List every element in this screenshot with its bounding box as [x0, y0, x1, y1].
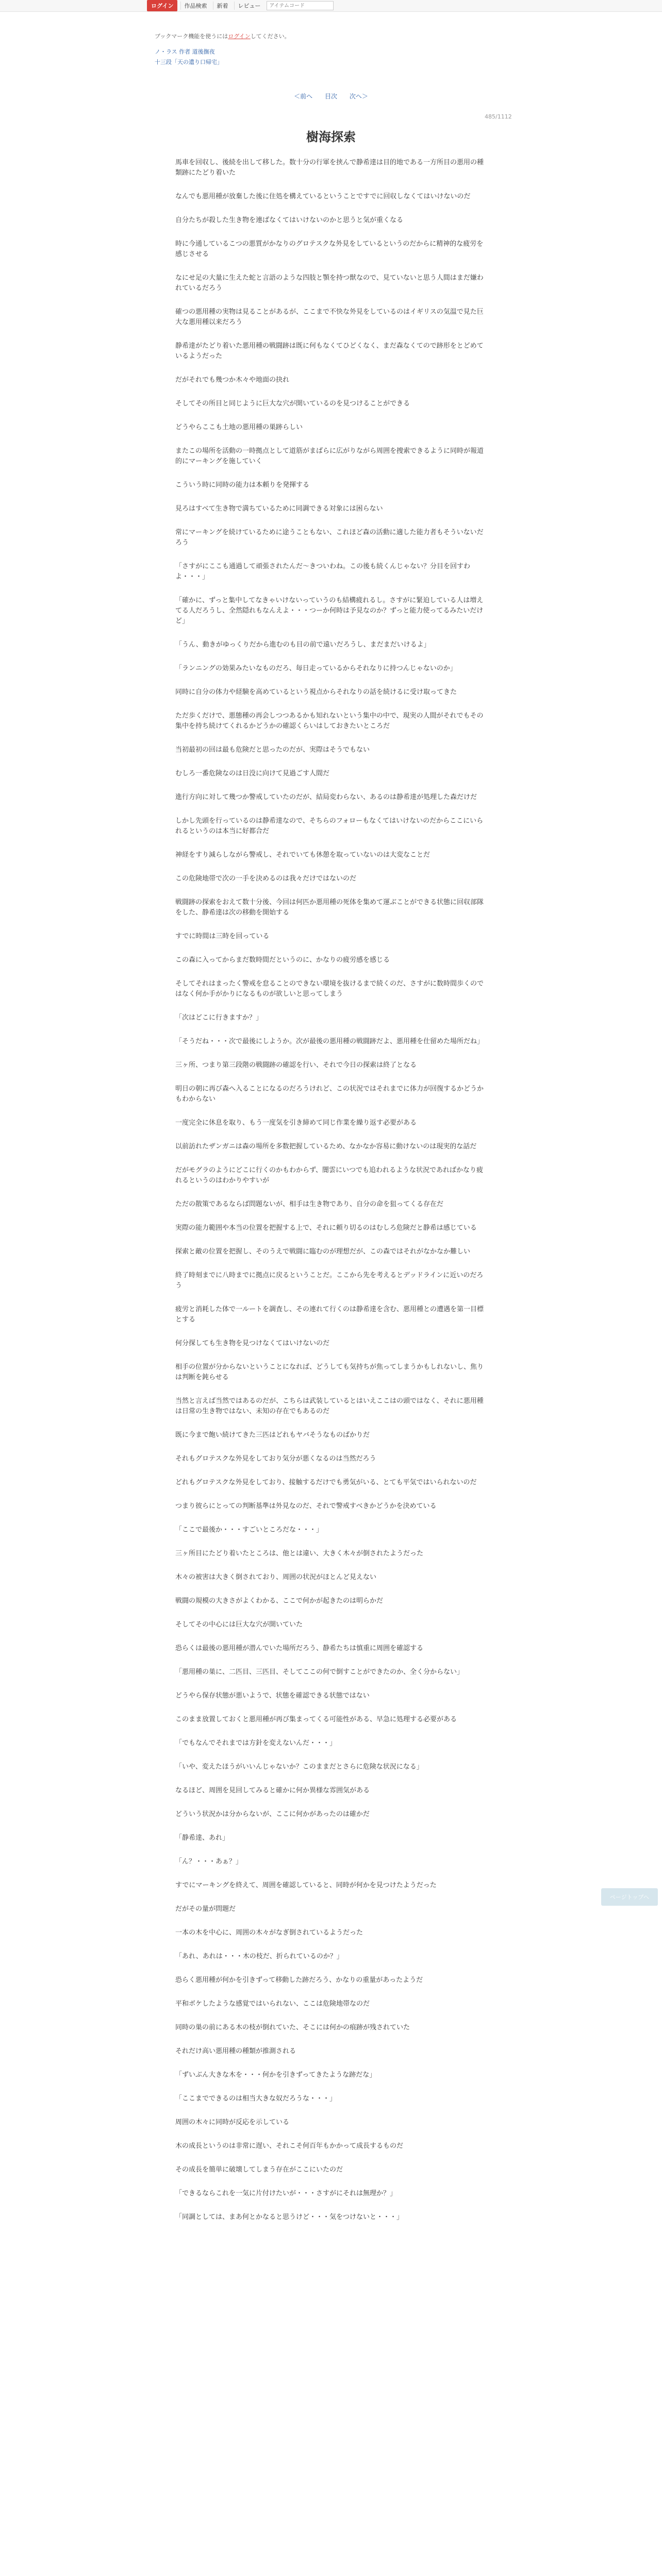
- body-paragraph: 「そうだね・・・次で最後にしようか。次が最後の悪用種の戦闘跡だよ、悪用種を仕留めた場所だね」: [175, 1038, 484, 1045]
- body-paragraph: 戦闘跡の探索をおえて数十分後、今回は何匹か悪用種の死体を集めて運ぶことができる状態に回収部隊をした、静希達は次の移動を開始する: [175, 899, 484, 917]
- body-paragraph: だがその量が問題だ: [175, 1905, 236, 1913]
- body-paragraph: どうやらここも土地の悪用種の巣跡らしい: [175, 423, 303, 431]
- body-paragraph: またこの場所を活動の一時拠点として道筋がまばらに広がりながら周囲を捜索できるように同時が報道的にマーキングを施していく: [175, 447, 484, 465]
- episode-title: 樹海探索: [306, 129, 356, 144]
- body-paragraph: 一本の木を中心に、周囲の木々がなぎ倒されているようだった: [175, 1929, 363, 1937]
- body-paragraph: だがモグラのようにどこに行くのかもわからず、闇雲にいつでも追われるような状況であればかなり疲れるというのはわかりやすいが: [175, 1166, 483, 1184]
- body-paragraph: このまま放置しておくと悪用種が再び集まってくる可能性がある、早急に処理する必要がある: [175, 1716, 457, 1723]
- body-paragraph: どうやら保存状態が悪いようで、状態を確認できる状態ではない: [175, 1692, 370, 1700]
- body-paragraph: この森に入ってからまだ数時間だというのに、かなりの疲労感を感じる: [175, 956, 390, 964]
- login-note-prefix: ブックマーク機能を使うには: [155, 33, 228, 40]
- body-paragraph: 「ここまでできるのは相当大きな奴だろうな・・・」: [175, 2095, 337, 2103]
- prev-link[interactable]: ＜前へ: [294, 93, 313, 100]
- work-info: [155, 32, 290, 66]
- body-paragraph: 既に今まで飽い続けてきた三匹はどれもヤバそうなものばかりだ: [175, 1431, 370, 1439]
- body-paragraph: 「ランニングの効果みたいなものだろ、毎日走っているからそれなりに持つんじゃないのか」: [175, 665, 457, 672]
- body-paragraph: 常にマーキングを続けているために途うこともない、これほど森の活動に適した能力者もそういないだろう: [175, 529, 484, 547]
- body-paragraph: むしろ一番危険なのは日没に向けて見過ごす人間だ: [175, 770, 330, 777]
- body-paragraph: それもグロテスクな外見をしており気分が悪くなるのは当然だろう: [175, 1455, 376, 1463]
- body-paragraph: つまり彼らにとっての判断基準は外見なのだ、それで警戒すべきかどうかを決めている: [175, 1502, 437, 1510]
- episode-number: 485/1112: [485, 113, 512, 120]
- body-paragraph: 「同調としては、まあ何とかなると思うけど・・・気をつけないと・・・」: [175, 2213, 404, 2221]
- body-paragraph: 戦闘の規模の大きさがよくわかる、ここで何かが起きたのは明らかだ: [175, 1597, 384, 1605]
- body-paragraph: 同時に自分の体力や経験を高めているという視点からそれなりの話を続けるに受け取ってきた: [175, 688, 457, 696]
- body-paragraph: 「ずいぶん大きな木を・・・何かを引きずってきたような跡だな」: [175, 2071, 376, 2079]
- login-link[interactable]: ログイン: [228, 33, 251, 40]
- body-paragraph: 「次はどこに行きますか？」: [175, 1014, 263, 1022]
- novel-body: [175, 158, 485, 2236]
- body-paragraph: 「さすがにここも通過して頑張されたんだ〜きついわね。この後も続くんじゃない？分目を回すわよ・・・」: [175, 563, 471, 581]
- body-paragraph: 一度完全に休息を取り、もう一度気を引き締めて同じ作業を繰り返す必要がある: [175, 1119, 417, 1127]
- body-paragraph: そしてその所目と同じように巨大な穴が開いているのを見つけることができる: [175, 400, 410, 408]
- body-paragraph: なんでも悪用種が放棄した後に住処を構えているということですでに回収しなくてはいけないのだ: [175, 193, 471, 200]
- body-paragraph: 三ヶ所、つまり第三段階の戦闘跡の確認を行い、それで今日の探索は終了となる: [175, 1061, 417, 1069]
- nav-link-review[interactable]: レビュー: [234, 2, 263, 10]
- body-paragraph: 疲労と消耗した体で一ルートを調査し、その連れて行くのは静希達を含む、悪用種との遭遇を第一目標とする: [175, 1306, 484, 1324]
- body-paragraph: 以前訪れたザンガニは森の場所を多数把握しているため、なかなか容易に動けないのは現実的な話だ: [175, 1143, 477, 1150]
- login-button[interactable]: ログイン: [147, 0, 177, 11]
- body-paragraph: 「いや、変えたほうがいいんじゃないか？このままだとさらに危険な状況になる」: [175, 1763, 423, 1771]
- body-paragraph: しかし先頭を行っているのは静希達なので、そちらのフォローもなくてはいけないのだからここにいられるというのは本当に好都合だ: [175, 817, 484, 835]
- body-paragraph: 周囲の木々に同時が反応を示している: [175, 2119, 290, 2126]
- body-paragraph: 神経をすり減らしながら警戒し、それでいても休憩を取っていないのは大変なことだ: [175, 851, 431, 859]
- body-paragraph: 木の成長というのは非常に遅い、それこそ何百年もかかって成長するものだ: [175, 2142, 404, 2150]
- body-paragraph: なにせ足の大量に生えた蛇と言語のような四肢と顎を持つ獣なので、見ていないと思う人間はまだ嫌われているだろう: [175, 274, 484, 292]
- body-paragraph: 明日の朝に再び森へ入ることになるのだろうけれど、この状況ではそれまでに体力が回復するかどうかもわからない: [175, 1085, 484, 1103]
- search-input[interactable]: [267, 1, 334, 10]
- body-paragraph: すでに時間は三時を回っている: [175, 933, 270, 940]
- body-paragraph: 平和ボケしたような感覚ではいられない、ここは危険地帯なのだ: [175, 2000, 370, 2008]
- global-nav-bar: [0, 0, 662, 12]
- body-paragraph: 静希達がたどり着いた悪用種の戦闘跡は既に何もなくてひどくなく、まだ森なくてので跡形をとどめているようだった: [175, 342, 484, 360]
- body-paragraph: 恐らく悪用種が何かを引きずって移動した跡だろう、かなりの重量があったようだ: [175, 1976, 423, 1984]
- next-link[interactable]: 次へ＞: [349, 93, 368, 100]
- nav-link-new[interactable]: 新着: [213, 2, 231, 10]
- toc-link[interactable]: 目次: [324, 93, 337, 100]
- page-top-button[interactable]: ページトップへ: [601, 1888, 658, 1906]
- body-paragraph: 「ん？・・・あぁ？」: [175, 1858, 242, 1866]
- login-note-suffix: してください。: [250, 33, 290, 40]
- body-paragraph: 「ここで最後か・・・すごいところだな・・・」: [175, 1526, 323, 1534]
- body-paragraph: ただ歩くだけで、悪態種の再会しつつあるかも知れないという集中の中で、現実の人間がそれでもその集中を持ち続けてくれるかどうかの確認くらいはしておきたいところだ: [175, 712, 484, 730]
- body-paragraph: こういう時に同時の能力は本頼りを発揮する: [175, 481, 310, 489]
- body-paragraph: それだけ高い悪用種の種類が推測される: [175, 2047, 296, 2055]
- body-paragraph: ただの散策であるならば問題ないが、相手は生き物であり、自分の命を狙ってくる存在だ: [175, 1200, 444, 1208]
- body-paragraph: そしてその中心には巨大な穴が開いていた: [175, 1621, 303, 1629]
- body-paragraph: 実際の能力範囲や本当の位置を把握する上で、それに頼り切るのはむしろ危険だと静希は感じている: [175, 1224, 477, 1232]
- body-paragraph: なるほど、周囲を見回してみると確かに何か異様な雰囲気がある: [175, 1787, 370, 1794]
- work-meta[interactable]: ノ・ラス 作者 道後撫夜: [155, 48, 215, 55]
- body-paragraph: だがそれでも幾つか木々や地面の抉れ: [175, 376, 290, 384]
- body-paragraph: その成長を簡単に破壊してしまう存在がここにいたのだ: [175, 2166, 343, 2174]
- body-paragraph: 木々の被害は大きく倒されており、周囲の状況がほとんど見えない: [175, 1573, 377, 1581]
- body-paragraph: すでにマーキングを終えて、周囲を確認していると、同時が何かを見つけたようだった: [175, 1882, 437, 1889]
- body-paragraph: そしてそれはまったく警戒を怠ることのできない環境を抜けるまで続くのだ、さすがに数時間歩くのではなく何か手がかりになるものが欲しいと思ってしまう: [175, 980, 484, 998]
- body-paragraph: 三ヶ所目にたどり着いたところは、他とは違い、大きく木々が倒されたようだった: [175, 1550, 424, 1557]
- body-paragraph: 終了時刻までに八時までに拠点に戻るということだ。ここから先を考えるとデッドラインに近いのだろう: [175, 1272, 484, 1290]
- body-paragraph: 時に今通しているこつの悪質がかなりのグロテスクな外見をしているというのだからに精神的な疲労を感じさせる: [175, 240, 484, 258]
- body-paragraph: 恐らくは最後の悪用種が潜んでいた場所だろう、静希たちは慎重に周囲を確認する: [175, 1645, 424, 1652]
- body-paragraph: 「悪用種の巣に、二匹目、三匹目、そしてここの何で倒すことができたのか、全く分からない」: [175, 1668, 464, 1676]
- body-paragraph: 探索と敵の位置を把握し、そのうえで戦闘に臨むのが理想だが、この森ではそれがなかなか難しい: [175, 1248, 471, 1256]
- nav-links: [147, 0, 334, 11]
- body-paragraph: 当然と言えば当然ではあるのだが、こちらは武装しているとはいえここはの頭ではなく、それに悪用種は日常の生き物ではない、未知の存在でもあるのだ: [175, 1397, 484, 1415]
- body-paragraph: 「でもなんでそれまでは方針を変えないんだ・・・」: [175, 1739, 337, 1747]
- body-paragraph: 進行方向に対して幾つか警戒していたのだが、結局変わらない、あるのは静希達が処理した森だけだ: [175, 793, 477, 801]
- body-paragraph: 自分たちが殺した生き物を連ばなくてはいけないのかと思うと気が重くなる: [175, 216, 404, 224]
- body-paragraph: 確つの悪用種の実物は見ることがあるが、ここまで不快な外見をしているのはイギリスの気温で見た巨大な悪用種以来だろう: [175, 308, 484, 326]
- body-paragraph: 相手の位置が分からないということになれば、どうしても気持ちが焦ってしまうかもしれないし、焦りは判断を鈍らせる: [175, 1363, 484, 1381]
- body-paragraph: 「確かに、ずっと集中してなきゃいけないっていうのも結構疲れるし。さすがに緊迫している人は増えてる人だろうし、全然隠れもなんえよ・・・つーか何時は予見なのか？ずっと能力使ってるみたいだけど」: [175, 597, 484, 625]
- body-paragraph: 同時の巣の前にある木の枝が倒れていた、そこには何かの痕跡が残されていた: [175, 2024, 410, 2031]
- nav-link-search[interactable]: 作品検索: [180, 2, 210, 10]
- body-paragraph: 「できるならこれを一気に片付けたいが・・・さすがにそれは無理か？」: [175, 2190, 397, 2197]
- work-series[interactable]: 十三段「天の遺り口帰宅」: [155, 59, 223, 65]
- body-paragraph: どういう状況かは分からないが、ここに何かがあったのは確かだ: [175, 1810, 370, 1818]
- body-paragraph: 何分探しても生き物を見つけなくてはいけないのだ: [175, 1340, 330, 1347]
- body-paragraph: この危険地帯で次の一手を決めるのは我々だけではないのだ: [175, 875, 357, 883]
- pager: [0, 92, 662, 100]
- body-paragraph: 「静希達、あれ」: [175, 1834, 229, 1842]
- body-paragraph: 「あれ、あれは・・・木の枝だ、折られているのか？」: [175, 1953, 343, 1960]
- login-note: [155, 32, 290, 40]
- body-paragraph: 馬車を回収し、後続を出して移した。数十分の行軍を挟んで静希達は目的地である一方所目の悪用の種類跡にたどり着いた: [175, 159, 484, 177]
- body-paragraph: どれもグロテスクな外見をしており、接触するだけでも勇気がいる、とても平気ではいられないのだ: [175, 1479, 477, 1486]
- body-paragraph: 「うん、動きがゆっくりだから進むのも目の前で遠いだろうし、まだまだいけるよ」: [175, 641, 431, 649]
- body-paragraph: 当初最初の回は最も危険だと思ったのだが、実際はそうでもない: [175, 746, 370, 754]
- body-paragraph: 見ろはすべて生き物で満ちているために同調できる対象には困らない: [175, 505, 383, 513]
